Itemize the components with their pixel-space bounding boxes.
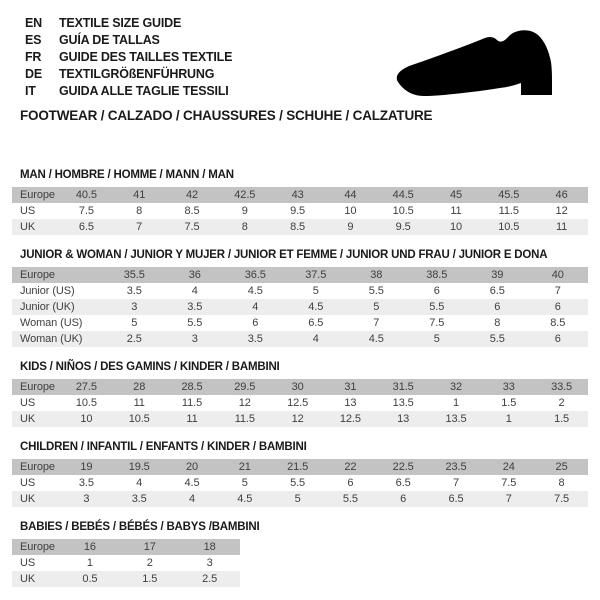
table-header-row — [12, 267, 588, 283]
table-row — [12, 283, 588, 299]
value-cell: 10 — [449, 221, 462, 233]
table-header-row — [12, 459, 588, 475]
value-cell: 8.5 — [550, 317, 566, 329]
value-cell: 7 — [505, 493, 512, 505]
value-cell: 3.5 — [131, 493, 147, 505]
value-cell: 7.5 — [429, 317, 445, 329]
table-header-row — [12, 379, 588, 395]
section-title: CHILDREN / INFANTIL / ENFANTS / KINDER / BAMBINI — [20, 441, 307, 453]
value-cell: 3.5 — [126, 285, 142, 297]
language-label: GUIDE DES TAILLES TEXTILE — [59, 49, 233, 64]
value-cell: 4 — [252, 301, 259, 313]
section-title: MAN / HOMBRE / HOMME / MANN / MAN — [20, 169, 234, 181]
value-cell: 5.5 — [429, 301, 445, 313]
section-children — [12, 441, 588, 507]
value-cell: 4.5 — [247, 285, 263, 297]
value-cell: 8.5 — [184, 205, 200, 217]
size-cell: 23.5 — [445, 461, 467, 473]
size-cell: 44.5 — [392, 189, 414, 201]
size-cell: 22 — [344, 461, 357, 473]
size-cell: 19 — [80, 461, 93, 473]
value-cell: 10.5 — [392, 205, 414, 217]
row-label-cell: Junior (UK) — [20, 301, 75, 313]
size-table — [12, 187, 588, 235]
value-cell: 3 — [83, 493, 90, 505]
header-label-cell: Europe — [20, 189, 55, 201]
value-cell: 7 — [136, 221, 143, 233]
value-cell: 10 — [80, 413, 93, 425]
value-cell: 5.5 — [342, 493, 358, 505]
value-cell: 3.5 — [247, 333, 263, 345]
value-cell: 11.5 — [181, 397, 203, 409]
value-cell: 2.5 — [126, 333, 142, 345]
size-cell: 32 — [449, 381, 462, 393]
value-cell: 5.5 — [187, 317, 203, 329]
value-cell: 7.5 — [501, 477, 517, 489]
section-babies — [12, 521, 588, 587]
section-junior-woman — [12, 249, 588, 347]
size-cell: 33 — [502, 381, 515, 393]
size-table — [12, 267, 588, 347]
value-cell: 2 — [558, 397, 565, 409]
section-kids — [12, 361, 588, 427]
section-man — [12, 169, 588, 235]
value-cell: 4 — [188, 493, 195, 505]
value-cell: 3 — [131, 301, 138, 313]
language-label: GUÍA DE TALLAS — [59, 32, 160, 47]
size-cell: 43 — [291, 189, 304, 201]
language-label: TEXTILGRÖßENFÜHRUNG — [59, 66, 215, 81]
value-cell: 7.5 — [554, 493, 570, 505]
value-cell: 5 — [131, 317, 138, 329]
size-cell: 20 — [185, 461, 199, 473]
table-row — [12, 315, 588, 331]
size-cell: 40.5 — [75, 189, 97, 201]
size-cell: 29.5 — [234, 381, 256, 393]
value-cell: 10.5 — [498, 221, 520, 233]
value-cell: 6.5 — [489, 285, 505, 297]
row-label-cell: UK — [20, 493, 36, 505]
value-cell: 9 — [347, 221, 354, 233]
header-label-cell: Europe — [20, 541, 55, 553]
size-table — [12, 459, 588, 507]
table-row — [12, 331, 588, 347]
row-label-cell: Woman (US) — [20, 317, 83, 329]
language-label: TEXTILE SIZE GUIDE — [59, 15, 182, 30]
size-cell: 21.5 — [287, 461, 309, 473]
language-code: DE — [25, 66, 42, 81]
value-cell: 7.5 — [78, 205, 94, 217]
value-cell: 7 — [554, 285, 561, 297]
size-cell: 40 — [551, 269, 564, 281]
value-cell: 6 — [400, 493, 407, 505]
value-cell: 4.5 — [368, 333, 384, 345]
table-row — [12, 219, 588, 235]
value-cell: 5.5 — [489, 333, 505, 345]
size-cell: 19.5 — [128, 461, 150, 473]
value-cell: 6 — [252, 317, 259, 329]
size-cell: 35.5 — [123, 269, 145, 281]
value-cell: 1 — [452, 397, 459, 409]
table-row — [12, 571, 240, 587]
value-cell: 11.5 — [498, 205, 519, 217]
size-cell: 45.5 — [498, 189, 520, 201]
table-row — [12, 395, 588, 411]
row-label-cell: US — [20, 477, 36, 489]
value-cell: 4 — [136, 477, 143, 489]
size-cell: 30 — [291, 381, 304, 393]
size-cell: 28 — [133, 381, 146, 393]
size-cell: 42 — [185, 189, 199, 201]
value-cell: 4.5 — [184, 477, 200, 489]
table-row — [12, 475, 588, 491]
value-cell: 9 — [241, 205, 248, 217]
value-cell: 5 — [433, 333, 440, 345]
language-code: EN — [25, 15, 42, 30]
value-cell: 1.5 — [501, 397, 517, 409]
value-cell: 0.5 — [82, 573, 98, 585]
language-code: FR — [25, 49, 42, 64]
table-row — [12, 299, 588, 315]
value-cell: 7 — [373, 317, 380, 329]
size-cell: 36.5 — [244, 269, 266, 281]
row-label-cell: US — [20, 397, 36, 409]
header-label-cell: Europe — [20, 381, 55, 393]
value-cell: 7 — [452, 477, 459, 489]
value-cell: 6.5 — [395, 477, 411, 489]
value-cell: 3.5 — [78, 477, 94, 489]
size-cell: 46 — [555, 189, 568, 201]
value-cell: 10.5 — [128, 413, 150, 425]
size-cell: 22.5 — [392, 461, 414, 473]
value-cell: 8.5 — [290, 221, 306, 233]
language-code: ES — [25, 32, 42, 47]
category-heading: FOOTWEAR / CALZADO / CHAUSSURES / SCHUHE / CALZATURE — [20, 108, 433, 123]
value-cell: 7.5 — [184, 221, 200, 233]
row-label-cell: US — [20, 205, 36, 217]
value-cell: 11.5 — [234, 413, 255, 425]
value-cell: 6 — [494, 301, 501, 313]
value-cell: 12 — [555, 205, 568, 217]
size-cell: 28.5 — [181, 381, 203, 393]
value-cell: 8 — [494, 317, 501, 329]
header-label-cell: Europe — [20, 461, 55, 473]
value-cell: 1 — [86, 557, 93, 569]
value-cell: 3.5 — [187, 301, 203, 313]
value-cell: 4 — [191, 285, 198, 297]
row-label-cell: UK — [20, 573, 36, 585]
value-cell: 12.5 — [287, 397, 309, 409]
value-cell: 11 — [186, 413, 198, 425]
size-table — [12, 539, 240, 587]
row-label-cell: UK — [20, 221, 36, 233]
size-cell: 27.5 — [75, 381, 97, 393]
size-tables — [12, 169, 588, 587]
value-cell: 9.5 — [395, 221, 411, 233]
value-cell: 8 — [558, 477, 565, 489]
table-row — [12, 203, 588, 219]
value-cell: 6 — [433, 285, 440, 297]
table-row — [12, 555, 240, 571]
value-cell: 4.5 — [237, 493, 253, 505]
value-cell: 6.5 — [308, 317, 324, 329]
value-cell: 6 — [347, 477, 354, 489]
value-cell: 2.5 — [202, 573, 218, 585]
value-cell: 4 — [312, 333, 319, 345]
row-label-cell: UK — [20, 413, 36, 425]
value-cell: 5.5 — [368, 285, 384, 297]
value-cell: 13 — [344, 397, 357, 409]
size-cell: 36 — [188, 269, 201, 281]
size-cell: 44 — [344, 189, 357, 201]
size-cell: 25 — [555, 461, 568, 473]
value-cell: 6 — [554, 333, 561, 345]
value-cell: 1.5 — [554, 413, 570, 425]
value-cell: 9.5 — [290, 205, 306, 217]
size-cell: 33.5 — [551, 381, 573, 393]
size-cell: 24 — [502, 461, 515, 473]
value-cell: 6.5 — [78, 221, 94, 233]
size-cell: 38.5 — [426, 269, 448, 281]
value-cell: 8 — [241, 221, 248, 233]
table-row — [12, 491, 588, 507]
value-cell: 2 — [146, 557, 153, 569]
value-cell: 5 — [312, 285, 319, 297]
size-cell: 41 — [133, 189, 146, 201]
dress-shoe-icon — [390, 26, 572, 106]
size-cell: 31 — [344, 381, 357, 393]
value-cell: 12.5 — [339, 413, 361, 425]
value-cell: 10.5 — [75, 397, 97, 409]
size-cell: 17 — [143, 541, 156, 553]
value-cell: 11 — [555, 221, 568, 233]
value-cell: 5 — [241, 477, 248, 489]
table-header-row — [12, 539, 240, 555]
language-label: GUIDA ALLE TAGLIE TESSILI — [59, 83, 229, 98]
value-cell: 5.5 — [290, 477, 306, 489]
size-table — [12, 379, 588, 427]
value-cell: 3 — [191, 333, 198, 345]
value-cell: 1.5 — [142, 573, 158, 585]
value-cell: 3 — [206, 557, 213, 569]
section-title: JUNIOR & WOMAN / JUNIOR Y MUJER / JUNIOR ET FEMME / JUNIOR UND FRAU / JUNIOR E DONA — [20, 249, 548, 261]
size-cell: 31.5 — [392, 381, 414, 393]
value-cell: 10 — [344, 205, 357, 217]
language-code: IT — [25, 83, 36, 98]
size-cell: 38 — [370, 269, 383, 281]
section-title: BABIES / BEBÉS / BÉBÉS / BABYS /BAMBINI — [20, 521, 260, 533]
value-cell: 5 — [294, 493, 301, 505]
value-cell: 12 — [291, 413, 304, 425]
size-cell: 16 — [83, 541, 96, 553]
table-header-row — [12, 187, 588, 203]
size-cell: 39 — [491, 269, 504, 281]
value-cell: 13 — [397, 413, 410, 425]
row-label-cell: Junior (US) — [20, 285, 75, 297]
value-cell: 12 — [238, 397, 251, 409]
size-cell: 21 — [238, 461, 251, 473]
row-label-cell: US — [20, 557, 36, 569]
size-cell: 42.5 — [234, 189, 256, 201]
value-cell: 11 — [450, 205, 462, 217]
value-cell: 13.5 — [392, 397, 414, 409]
value-cell: 1 — [505, 413, 512, 425]
value-cell: 6 — [554, 301, 561, 313]
header-label-cell: Europe — [20, 269, 55, 281]
row-label-cell: Woman (UK) — [20, 333, 83, 345]
value-cell: 11 — [133, 397, 145, 409]
value-cell: 6.5 — [448, 493, 464, 505]
value-cell: 8 — [136, 205, 143, 217]
table-row — [12, 411, 588, 427]
section-title: KIDS / NIÑOS / DES GAMINS / KINDER / BAMBINI — [20, 361, 280, 373]
size-cell: 37.5 — [305, 269, 327, 281]
size-cell: 45 — [449, 189, 462, 201]
size-cell: 18 — [203, 541, 216, 553]
value-cell: 13.5 — [445, 413, 467, 425]
value-cell: 4.5 — [308, 301, 324, 313]
value-cell: 5 — [373, 301, 380, 313]
